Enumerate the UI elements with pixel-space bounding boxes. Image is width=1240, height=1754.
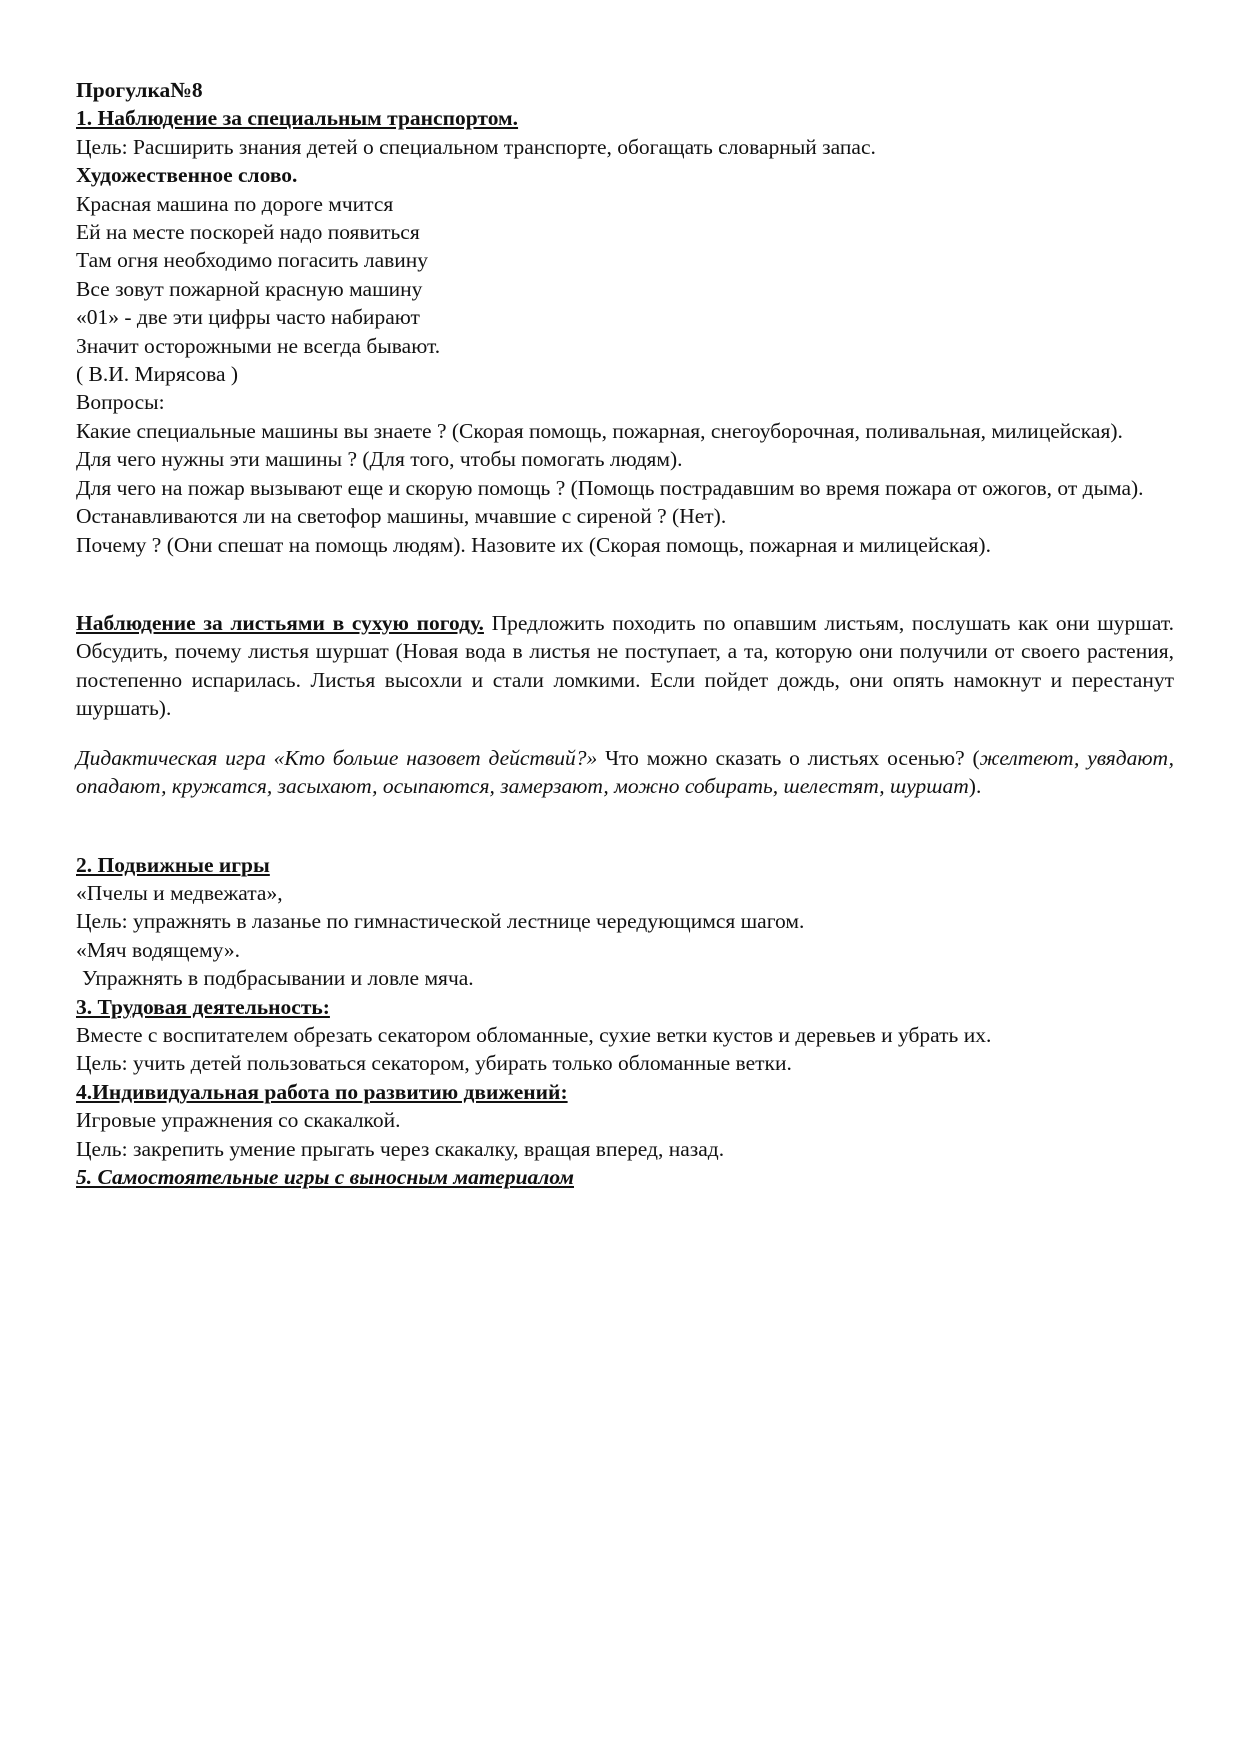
didactic-game-label: Дидактическая игра «Кто больше назовет действий?» — [76, 745, 598, 770]
section1-goal: Цель: Расширить знания детей о специальном транспорте, обогащать словарный запас. — [76, 134, 876, 159]
poem-line: Ей на месте поскорей надо появиться — [76, 220, 420, 245]
outdoor-game-2-goal: Упражнять в подбрасывании и ловле мяча. — [82, 966, 474, 991]
poem-line: Значит осторожными не всегда бывают. — [76, 333, 441, 358]
leaves-paragraph — [76, 609, 1174, 723]
individual-goal: Цель: закрепить умение прыгать через скакалку, вращая вперед, назад. — [76, 1136, 725, 1161]
leaves-text: Предложить походить по опавшим листьям, послушать как они шуршат. Обсудить, почему листья шуршат (Новая вода в листья не поступает, а та, которую они получили от своего растения, постепенно испарилась. Листья высохли и стали ломкими. Если пойдет дождь, они опять намокнут и перестанут шуршать). — [76, 610, 1174, 721]
didactic-game-end: ). — [968, 774, 982, 799]
poem-line: Красная машина по дороге мчится — [76, 191, 394, 216]
outdoor-game-1: «Пчелы и медвежата», — [76, 881, 283, 906]
poem-line: «01» - две эти цифры часто набирают — [76, 305, 420, 330]
outdoor-game-2: «Мяч водящему». — [76, 937, 241, 962]
labor-goal: Цель: учить детей пользоваться секатором, убирать только обломанные ветки. — [76, 1051, 792, 1076]
question-item: Для чего на пожар вызывают еще и скорую помощь ? (Помощь пострадавшим во время пожара от ожогов, от дыма). — [76, 475, 1144, 500]
poem-line: Все зовут пожарной красную машину — [76, 276, 423, 301]
spacer — [76, 822, 1174, 850]
didactic-game-paragraph — [76, 744, 1174, 801]
didactic-game-question: Что можно сказать о листьях осенью? ( — [597, 745, 980, 770]
section1-heading: 1. Наблюдение за специальным транспортом. — [76, 106, 519, 131]
individual-task: Игровые упражнения со скакалкой. — [76, 1108, 401, 1133]
didactic-game-answer: желтеют, увядают, опадают, кружатся, засыхают, осыпаются, замерзают, можно собирать, шелестят, шуршат — [76, 745, 1174, 799]
leaves-heading: Наблюдение за листьями в сухую погоду. — [76, 610, 484, 635]
question-item: Для чего нужны эти машины ? (Для того, чтобы помогать людям). — [76, 447, 683, 472]
poem-line: Там огня необходимо погасить лавину — [76, 248, 429, 273]
poem-author: ( В.И. Мирясова ) — [76, 362, 239, 387]
section3-heading: 3. Трудовая деятельность: — [76, 994, 330, 1019]
question-item: Почему ? (Они спешат на помощь людям). Назовите их (Скорая помощь, пожарная и милицейская). — [76, 532, 991, 557]
section2-heading: 2. Подвижные игры — [76, 852, 270, 877]
spacer — [76, 559, 1174, 587]
questions-label: Вопросы: — [76, 390, 165, 415]
section4-heading: 4.Индивидуальная работа по развитию движений: — [76, 1079, 568, 1104]
question-item: Какие специальные машины вы знаете ? (Скорая помощь, пожарная, снегоуборочная, поливальная, милицейская). — [76, 418, 1123, 443]
outdoor-game-1-goal: Цель: упражнять в лазанье по гимнастической лестнице чередующимся шагом. — [76, 909, 805, 934]
labor-task: Вместе с воспитателем обрезать секатором обломанные, сухие ветки кустов и деревьев и убрать их. — [76, 1023, 992, 1048]
section5-heading: 5. Самостоятельные игры с выносным материалом — [76, 1165, 574, 1190]
document-page — [76, 76, 1174, 1192]
question-item: Останавливаются ли на светофор машины, мчавшие с сиреной ? (Нет). — [76, 504, 727, 529]
art-word-heading: Художественное слово. — [76, 163, 298, 188]
walk-title: Прогулка№8 — [76, 78, 203, 102]
